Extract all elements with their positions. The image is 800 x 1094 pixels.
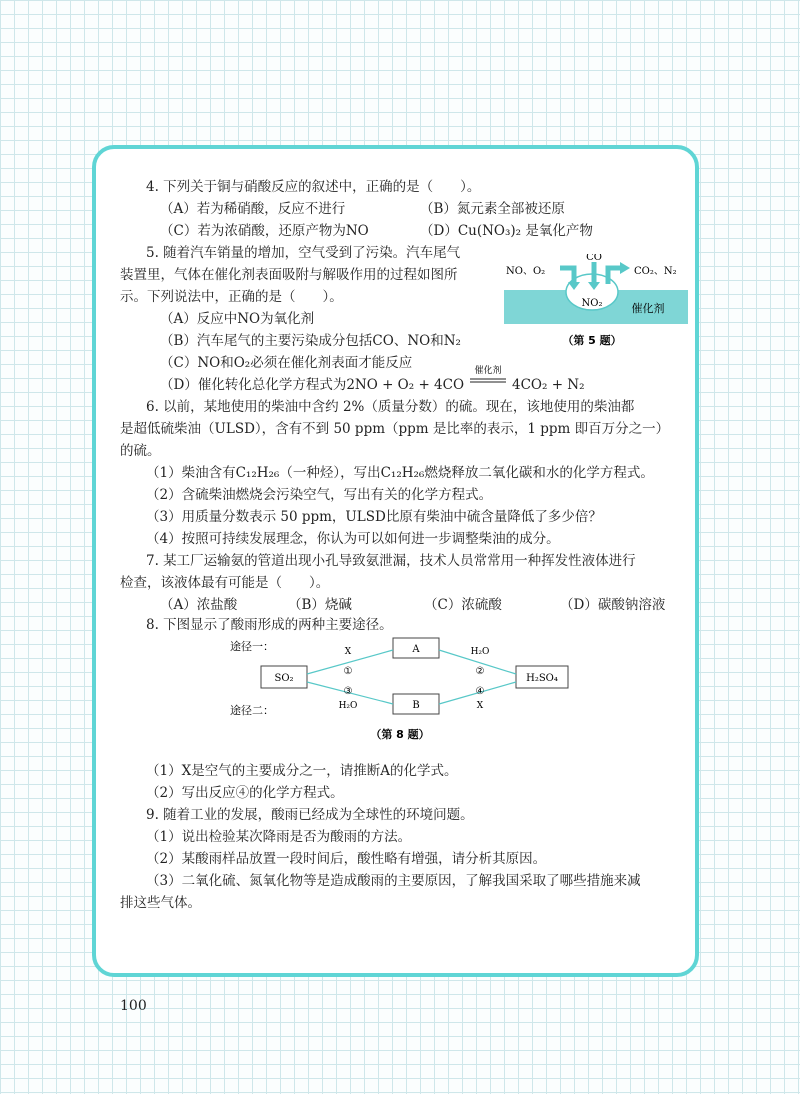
fig8-h2so4: H₂SO₄ [526,673,558,684]
q6-line1: 6. 以前，某地使用的柴油中含约 2%（质量分数）的硫。现在，该地使用的柴油都 [146,399,635,415]
q9-stem: 9. 随着工业的发展，酸雨已经成为全球性的环境问题。 [146,807,474,823]
q6-line2: 是超低硫柴油（ULSD），含有不到 50 ppm（ppm 是比率的表示，1 ppm 即百万分之一） [120,421,670,437]
q5-line2: 装置里，气体在催化剂表面吸附与解吸作用的过程如图所 [120,267,458,283]
fig8-route2: 途径二： [230,704,274,717]
q7-option-b: （B）烧碱 [288,597,352,613]
fig8-so2: SO₂ [274,673,294,684]
q9-sub1: （1）说出检验某次降雨是否为酸雨的方法。 [146,829,412,845]
fig5-catalyst-label: 催化剂 [631,302,665,315]
q5-d-products: 4CO₂ + N₂ [512,377,585,393]
q6-sub2: （2）含硫柴油燃烧会污染空气，写出有关的化学方程式。 [146,487,493,503]
figure-8-acid-rain-routes [230,636,570,746]
q7-option-a: （A）浓盐酸 [160,597,238,613]
q6-sub3: （3）用质量分数表示 50 ppm，ULSD比原有柴油中硫含量降低了多少倍？ [146,509,602,525]
fig8-x1: X [344,647,352,657]
q6-sub4: （4）按照可持续发展理念，你认为可以如何进一步调整柴油的成分。 [146,531,560,547]
fig5-caption: （第 5 题） [562,334,622,347]
fig8-x4: X [476,701,484,711]
q4-option-b: （B）氮元素全部被还原 [420,201,565,217]
fig8-b: B [412,700,420,711]
arrow-in-icon [560,268,574,284]
page-number: 100 [120,998,147,1014]
q5-line3: 示。下列说法中，正确的是（ ）。 [120,289,343,305]
fig5-left-gases: NO、O₂ [506,266,546,277]
q7-line2: 检查，该液体最有可能是（ ）。 [120,575,330,591]
q8-sub2: （2）写出反应④的化学方程式。 [146,785,344,801]
fig5-right-gases: CO₂、N₂ [634,266,677,277]
fig8-step4: ④ [475,686,485,697]
fig8-step1: ① [343,666,353,677]
figure-5-catalyst-diagram [500,254,690,350]
fig5-no2: NO₂ [581,298,603,309]
q9-sub3-line2: 排这些气体。 [120,895,201,911]
q4-option-d: （D）Cu(NO₃)₂ 是氧化产物 [420,223,593,239]
q7-option-d: （D）碳酸钠溶液 [560,597,666,613]
fig8-h2o-step2: H₂O [470,647,490,657]
q5-option-d: （D）催化转化总化学方程式为2NO + O₂ + 4CO [160,377,465,393]
q4-option-a: （A）若为稀硝酸，反应不进行 [160,201,346,217]
q5-line1: 5. 随着汽车销量的增加，空气受到了污染。汽车尾气 [146,245,461,261]
q7-line1: 7. 某工厂运输氨的管道出现小孔导致氨泄漏，技术人员常常用一种挥发性液体进行 [146,553,636,569]
q8-stem: 8. 下图显示了酸雨形成的两种主要途径。 [146,617,393,633]
q5-option-b: （B）汽车尾气的主要污染成分包括CO、NO和N₂ [160,333,461,349]
catalyst-equation-arrow [468,364,508,392]
q9-sub3-line1: （3）二氧化硫、氮氧化物等是造成酸雨的主要原因，了解我国采取了哪些措施来减 [146,873,641,889]
fig5-co: CO [586,254,602,263]
q4-stem: 4. 下列关于铜与硝酸反应的叙述中，正确的是（ ）。 [146,179,481,195]
q8-sub1: （1）X是空气的主要成分之一，请推断A的化学式。 [146,763,458,779]
q5-d-condition: 催化剂 [474,366,502,376]
q6-line3: 的硫。 [120,443,161,459]
fig8-a: A [412,644,420,655]
q7-option-c: （C）浓硫酸 [424,597,502,613]
fig8-caption: （第 8 题） [370,728,430,741]
fig8-step2: ② [475,666,485,677]
fig8-h2o-step3: H₂O [338,701,358,711]
fig8-step3: ③ [343,686,353,697]
q4-option-c: （C）若为浓硝酸，还原产物为NO [160,223,369,239]
fig8-route1: 途径一： [230,640,274,653]
q5-option-c: （C）NO和O₂必须在催化剂表面才能反应 [160,355,413,371]
q6-sub1: （1）柴油含有C₁₂H₂₆（一种烃），写出C₁₂H₂₆燃烧释放二氧化碳和水的化学方程式。 [146,465,654,481]
q5-option-a: （A）反应中NO为氧化剂 [160,311,315,327]
q9-sub2: （2）某酸雨样品放置一段时间后，酸性略有增强，请分析其原因。 [146,851,547,867]
arrow-out-icon [608,268,622,284]
